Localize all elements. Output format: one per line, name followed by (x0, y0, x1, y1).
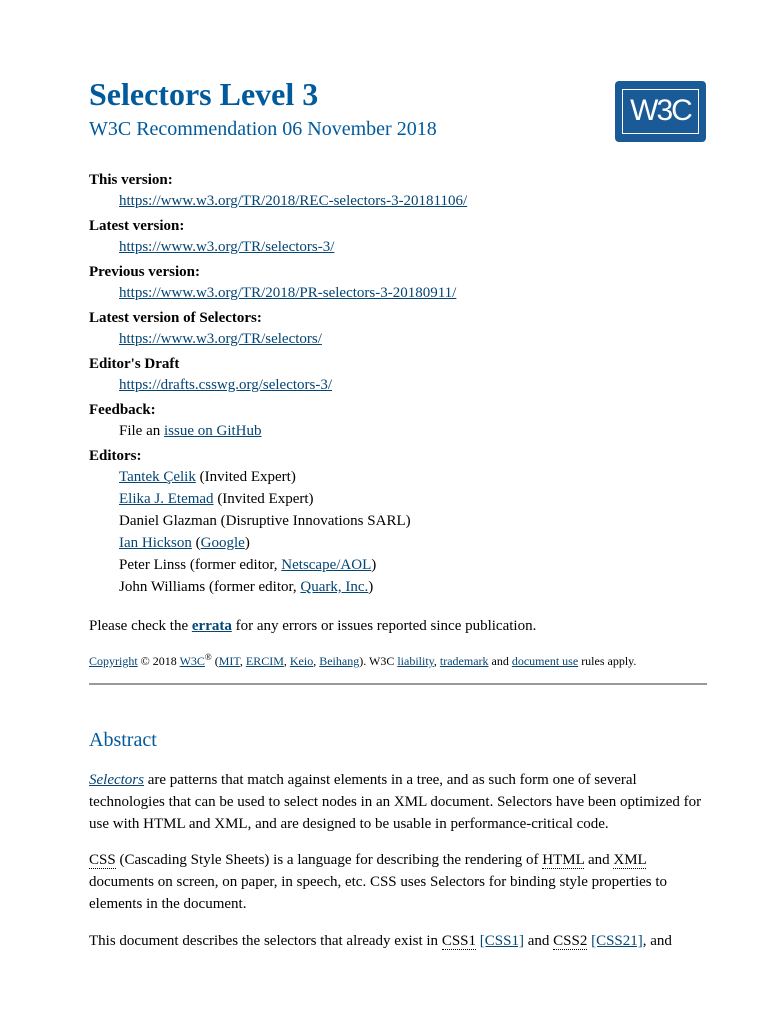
editor-item (119, 466, 699, 488)
ercim-link[interactable]: ERCIM (245, 654, 284, 668)
editor-item (119, 488, 699, 510)
latest-selectors-link[interactable]: https://www.w3.org/TR/selectors/ (119, 331, 322, 347)
w3c-logo-text: W3C (630, 94, 691, 127)
page-title: Selectors Level 3 (89, 76, 319, 112)
abstract-paragraph-2 (89, 849, 707, 915)
feedback-label: Feedback: (89, 402, 156, 418)
paragraph-text: and (584, 852, 614, 868)
abstract-paragraph-1 (89, 769, 707, 835)
editor-link-elika[interactable]: Elika J. Etemad (119, 491, 214, 507)
document-metadata (89, 171, 699, 598)
github-issue-link[interactable]: issue on GitHub (164, 423, 262, 439)
editor-item (119, 532, 699, 554)
this-version-label: This version: (89, 172, 173, 188)
editor-affiliation: (Invited Expert) (213, 491, 314, 507)
html-abbr: HTML (542, 852, 585, 868)
paren-close: ) (368, 579, 374, 595)
abstract-paragraph-3 (89, 930, 707, 952)
previous-version-link[interactable]: https://www.w3.org/TR/2018/PR-selectors-3-20180911/ (119, 285, 457, 301)
trademark-link[interactable]: trademark (439, 654, 489, 668)
liability-link[interactable]: liability (397, 654, 434, 668)
page-subtitle: W3C Recommendation 06 November 2018 (89, 118, 437, 140)
xml-abbr: XML (613, 852, 647, 868)
paren-close: ) (371, 557, 377, 573)
separator: , (313, 654, 320, 668)
copyright-end: rules apply. (578, 654, 637, 668)
editor-link-ian[interactable]: Ian Hickson (119, 535, 192, 551)
css-abbr: CSS (89, 852, 116, 868)
document-use-link[interactable]: document use (511, 654, 579, 668)
editor-affiliation: (Invited Expert) (195, 469, 296, 485)
errata-notice (89, 615, 536, 637)
css1-reference-link[interactable]: [CSS1] (479, 933, 524, 949)
editor-link-tantek[interactable]: Tantek Çelik (119, 469, 196, 485)
editors-label: Editors: (89, 448, 142, 464)
paragraph-text: documents on screen, on paper, in speech, etc. CSS uses Selectors for binding style properties to elements in the document. (89, 874, 668, 912)
org-link-netscape[interactable]: Netscape/AOL (281, 557, 372, 573)
editors-draft-link[interactable]: https://drafts.csswg.org/selectors-3/ (119, 377, 333, 393)
editor-name-daniel: Daniel Glazman (Disruptive Innovations SARL) (119, 513, 411, 529)
errata-prefix: Please check the (89, 618, 192, 634)
editor-name-peter: Peter Linss (former editor, (119, 557, 282, 573)
previous-version-label: Previous version: (89, 264, 200, 280)
separator: , (283, 654, 290, 668)
errata-suffix: for any errors or issues reported since publication. (231, 618, 537, 634)
selectors-link[interactable]: Selectors (89, 772, 144, 788)
latest-selectors-label: Latest version of Selectors: (89, 310, 262, 326)
errata-link[interactable]: errata (191, 618, 232, 634)
separator: , (239, 654, 246, 668)
this-version-link[interactable]: https://www.w3.org/TR/2018/REC-selectors-3-20181106/ (119, 193, 468, 209)
paragraph-text: (Cascading Style Sheets) is a language for describing the rendering of (115, 852, 543, 868)
beihang-link[interactable]: Beihang (319, 654, 360, 668)
copyright-notice (89, 652, 636, 670)
abstract-heading: Abstract (89, 729, 157, 751)
paragraph-text: are patterns that match against elements in a tree, and as such form one of several technologies that can be used to select nodes in an XML document. Selectors have been optimized for use with HTML and XML, and are designed to be usable in performance-critical code. (89, 772, 702, 832)
feedback-prefix: File an (119, 423, 164, 439)
css2-abbr: CSS2 (553, 933, 588, 949)
editor-item (119, 510, 699, 532)
keio-link[interactable]: Keio (289, 654, 314, 668)
copyright-mid: ). W3C (359, 654, 398, 668)
paren-close: ) (244, 535, 250, 551)
paren-open: ( (211, 654, 219, 668)
editors-draft-label: Editor's Draft (89, 356, 180, 372)
org-link-quark[interactable]: Quark, Inc. (300, 579, 369, 595)
latest-version-label: Latest version: (89, 218, 185, 234)
paragraph-text: and (523, 933, 554, 949)
css21-reference-link[interactable]: [CSS21] (591, 933, 643, 949)
editor-item (119, 576, 699, 598)
paragraph-text: , and (642, 933, 672, 949)
css1-abbr: CSS1 (441, 933, 477, 949)
latest-version-link[interactable]: https://www.w3.org/TR/selectors-3/ (119, 239, 335, 255)
paren-open: ( (191, 535, 201, 551)
copyright-and: and (488, 654, 512, 668)
registered-mark: ® (204, 652, 212, 662)
w3c-link[interactable]: W3C (179, 654, 205, 668)
copyright-link[interactable]: Copyright (89, 654, 138, 668)
mit-link[interactable]: MIT (218, 654, 240, 668)
org-link-google[interactable]: Google (200, 535, 245, 551)
copyright-year: © 2018 (137, 654, 180, 668)
editor-name-john: John Williams (former editor, (119, 579, 301, 595)
horizontal-rule (89, 683, 707, 685)
paragraph-text: This document describes the selectors that already exist in (89, 933, 442, 949)
w3c-logo[interactable] (615, 81, 706, 142)
editor-item (119, 554, 699, 576)
feedback-line (119, 420, 699, 442)
separator: , (433, 654, 440, 668)
